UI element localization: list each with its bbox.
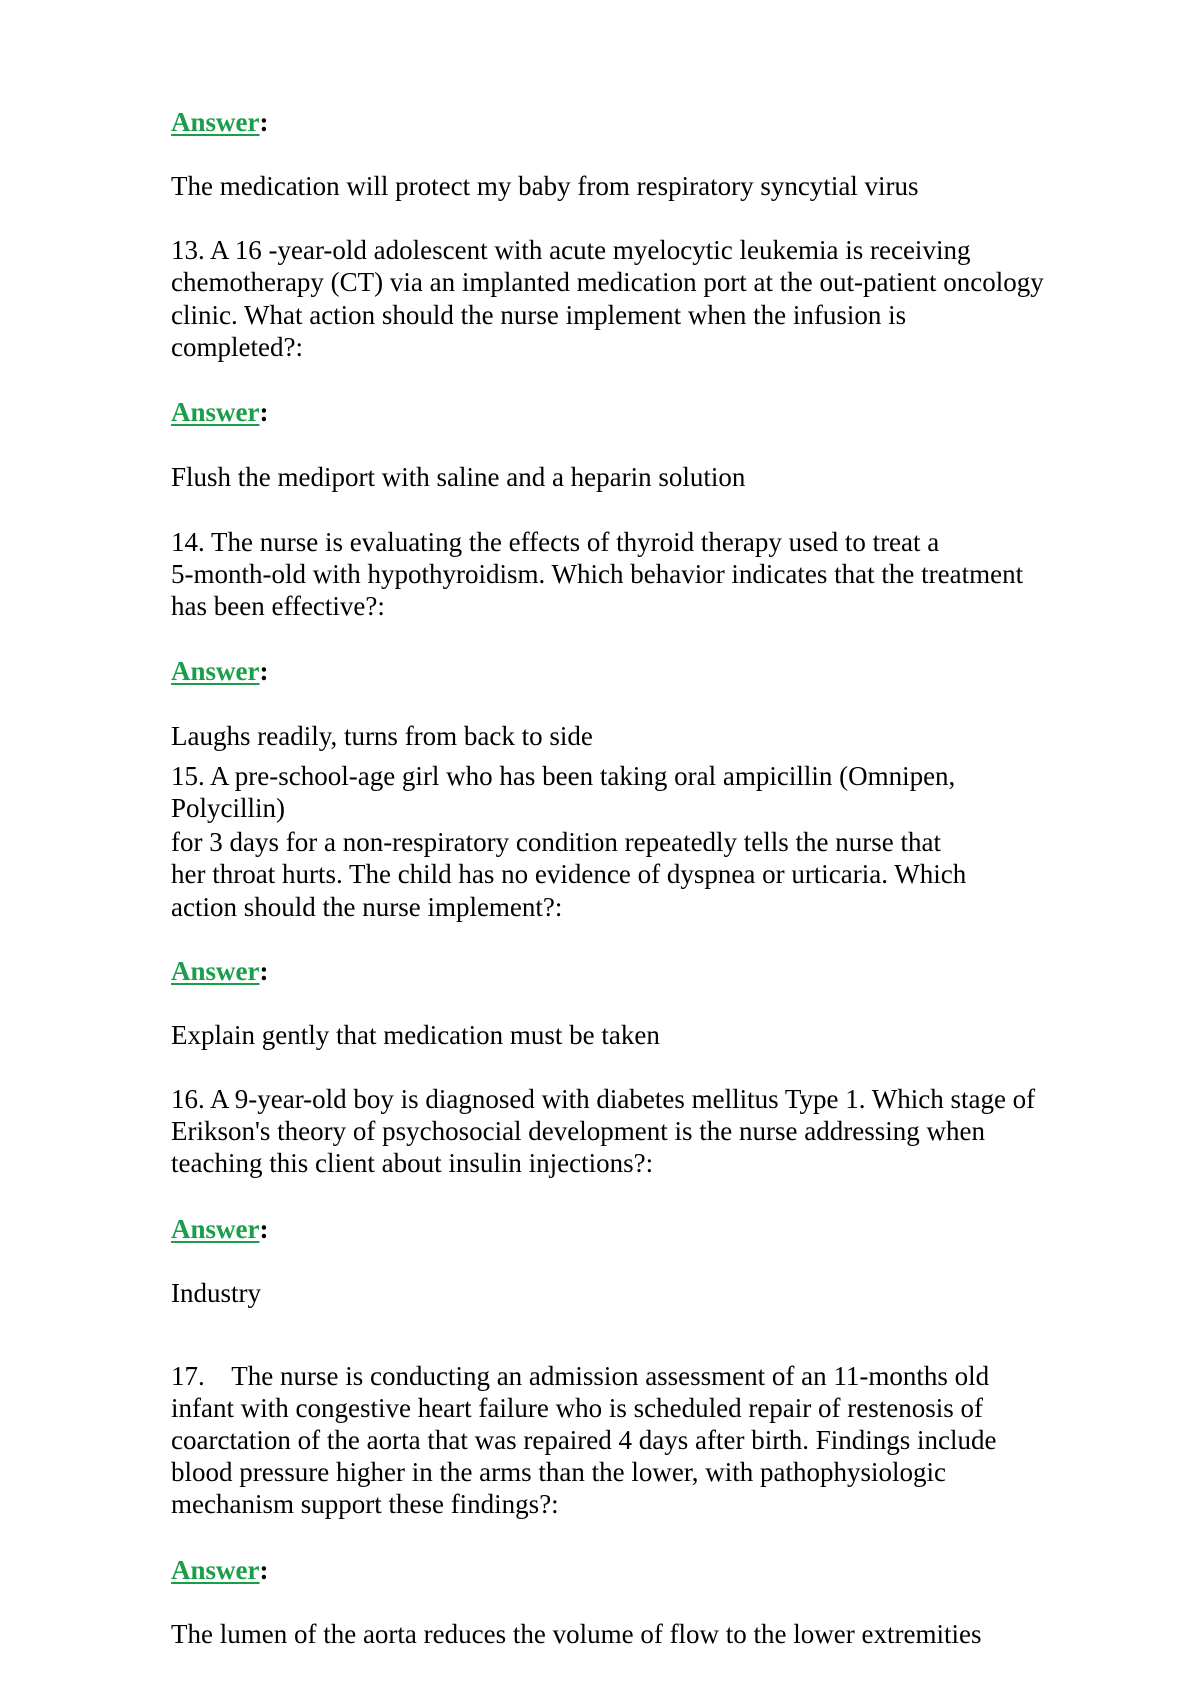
question-15-line-5: action should the nurse implement?:: [171, 892, 563, 922]
answer-label: Answer:: [171, 1214, 269, 1244]
question-17-line-1: 17. The nurse is conducting an admission assessment of an 11-months old: [171, 1361, 990, 1391]
answer-text: The medication will protect my baby from respiratory syncytial virus: [171, 171, 919, 201]
answer-label: Answer:: [171, 956, 269, 986]
answer-label: Answer:: [171, 656, 269, 686]
question-14-line-1: 14. The nurse is evaluating the effects of thyroid therapy used to treat a: [171, 527, 940, 557]
question-17-line-2: infant with congestive heart failure who is scheduled repair of restenosis of: [171, 1393, 983, 1423]
answer-text: Laughs readily, turns from back to side: [171, 721, 593, 751]
question-15-line-2: Polycillin): [171, 793, 285, 823]
question-16-line-1: 16. A 9-year-old boy is diagnosed with diabetes mellitus Type 1. Which stage of: [171, 1084, 1036, 1114]
question-13-line-4: completed?:: [171, 332, 303, 362]
question-17-line-3: coarctation of the aorta that was repaired 4 days after birth. Findings include: [171, 1425, 997, 1455]
answer-text: Industry: [171, 1278, 261, 1308]
question-14-line-3: has been effective?:: [171, 591, 385, 621]
question-15-line-4: her throat hurts. The child has no evidence of dyspnea or urticaria. Which: [171, 859, 967, 889]
question-14-line-2: 5-month-old with hypothyroidism. Which behavior indicates that the treatment: [171, 559, 1024, 589]
question-16-line-3: teaching this client about insulin injections?:: [171, 1148, 654, 1178]
question-15-line-1: 15. A pre-school-age girl who has been taking oral ampicillin (Omnipen,: [171, 761, 956, 791]
question-13-line-3: clinic. What action should the nurse implement when the infusion is: [171, 300, 907, 330]
answer-label: Answer:: [171, 397, 269, 427]
answer-text: The lumen of the aorta reduces the volume of flow to the lower extremities: [171, 1619, 982, 1649]
question-17-line-5: mechanism support these findings?:: [171, 1489, 559, 1519]
question-13-line-1: 13. A 16 -year-old adolescent with acute myelocytic leukemia is receiving: [171, 235, 971, 265]
question-17-line-4: blood pressure higher in the arms than the lower, with pathophysiologic: [171, 1457, 947, 1487]
question-15-line-3: for 3 days for a non-respiratory condition repeatedly tells the nurse that: [171, 827, 942, 857]
answer-label: Answer:: [171, 107, 269, 137]
answer-label: Answer:: [171, 1555, 269, 1585]
question-16-line-2: Erikson's theory of psychosocial development is the nurse addressing when: [171, 1116, 985, 1146]
answer-text: Explain gently that medication must be taken: [171, 1020, 660, 1050]
answer-text: Flush the mediport with saline and a heparin solution: [171, 462, 746, 492]
question-13-line-2: chemotherapy (CT) via an implanted medication port at the out-patient oncology: [171, 267, 1044, 297]
